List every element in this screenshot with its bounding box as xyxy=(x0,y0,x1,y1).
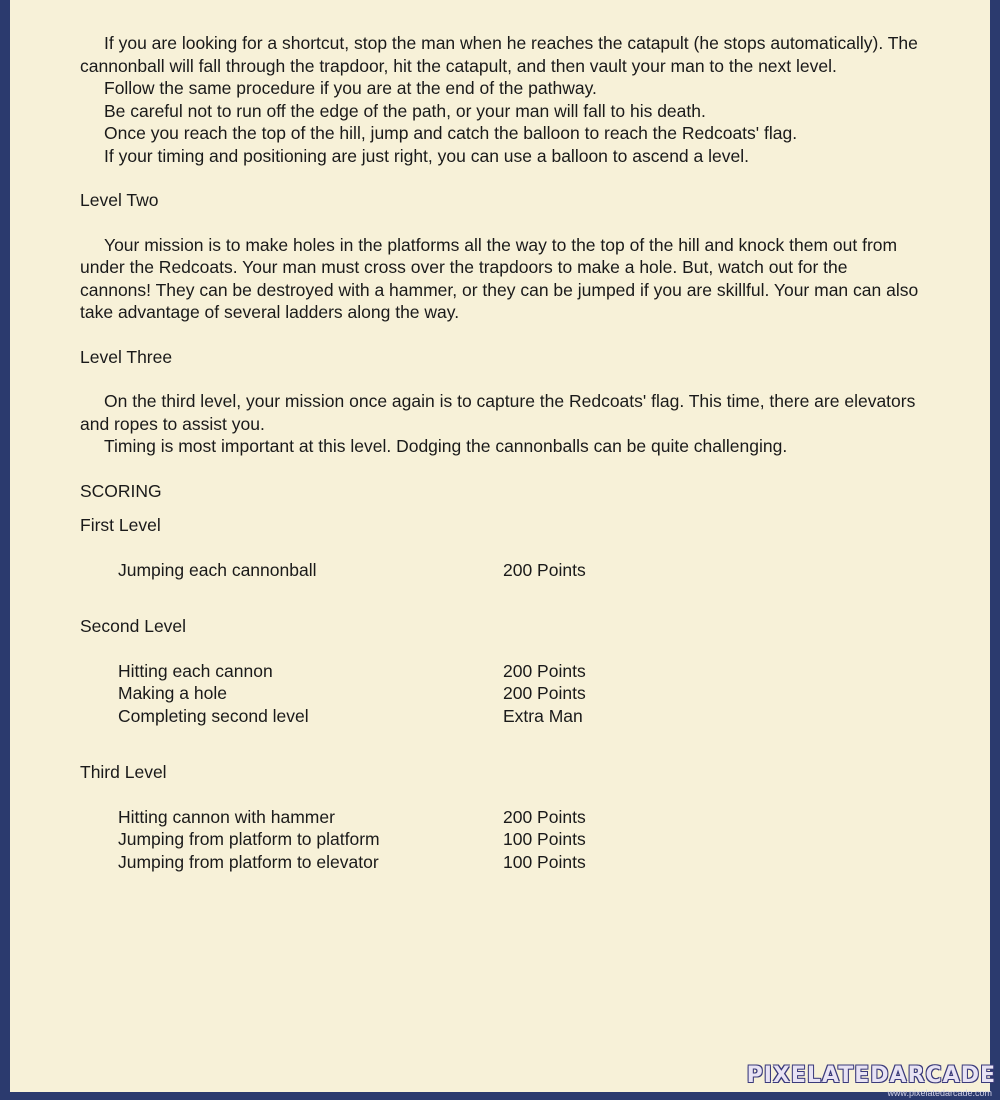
level-three-heading: Level Three xyxy=(80,346,173,367)
score-row xyxy=(80,705,920,728)
score-row xyxy=(80,682,920,705)
score-value: 200 Points xyxy=(503,683,586,703)
intro-line: If your timing and positioning are just right, you can use a balloon to ascend a level. xyxy=(104,145,749,166)
level-three-line: On the third level, your mission once again is to capture the Redcoats' flag. This time, there are elevators and ropes to assist you. xyxy=(80,391,916,434)
level-two-paragraph xyxy=(80,234,920,324)
score-label: Jumping each cannonball xyxy=(118,559,317,580)
third-level-heading: Third Level xyxy=(80,762,167,782)
score-row xyxy=(80,851,920,874)
score-value: 100 Points xyxy=(503,829,586,849)
pixelatedarcade-watermark: PIXELATEDARCADE xyxy=(746,1063,996,1088)
intro-line: Follow the same procedure if you are at the end of the pathway. xyxy=(104,78,597,98)
scoring-heading: SCORING xyxy=(80,480,162,501)
score-label: Making a hole xyxy=(118,683,227,703)
manual-page xyxy=(10,0,990,1092)
score-label: Jumping from platform to platform xyxy=(118,829,380,849)
score-label: Jumping from platform to elevator xyxy=(118,851,379,872)
level-three-paragraph xyxy=(80,390,920,458)
score-row xyxy=(80,660,920,683)
level-three-line: Timing is most important at this level. Dodging the cannonballs can be quite challenging. xyxy=(104,436,788,456)
first-level-heading: First Level xyxy=(80,515,161,535)
score-row xyxy=(80,828,920,851)
score-value: 100 Points xyxy=(503,851,586,872)
score-value: 200 Points xyxy=(503,660,586,681)
second-level-heading: Second Level xyxy=(80,616,187,636)
intro-paragraph xyxy=(80,32,920,167)
score-row xyxy=(80,806,920,829)
score-label: Hitting each cannon xyxy=(118,660,273,681)
score-value: 200 Points xyxy=(503,559,586,580)
watermark-url: www.pixelatedarcade.com xyxy=(887,1088,992,1098)
level-two-heading: Level Two xyxy=(80,190,159,210)
intro-line: Once you reach the top of the hill, jump and catch the balloon to reach the Redcoats' flag. xyxy=(104,123,798,143)
score-label: Hitting cannon with hammer xyxy=(118,806,335,827)
score-value: 200 Points xyxy=(503,806,586,827)
level-two-text: Your mission is to make holes in the platforms all the way to the top of the hill and knock them out from under the Redcoats. Your man must cross over the trapdoors to make a hole. But, watch out for the cannons! They can be destroyed with a hammer, or they can be jumped if you are skillful. Your man can also take advantage of several ladders along the way. xyxy=(80,234,919,322)
page-text xyxy=(80,32,920,873)
score-row xyxy=(80,559,920,582)
score-label: Completing second level xyxy=(118,705,309,726)
intro-line: If you are looking for a shortcut, stop the man when he reaches the catapult (he stops automatically). The cannonball will fall through the trapdoor, hit the catapult, and then vault your man to the next level. xyxy=(80,33,918,76)
score-value: Extra Man xyxy=(503,705,583,726)
intro-line: Be careful not to run off the edge of the path, or your man will fall to his death. xyxy=(104,100,706,121)
